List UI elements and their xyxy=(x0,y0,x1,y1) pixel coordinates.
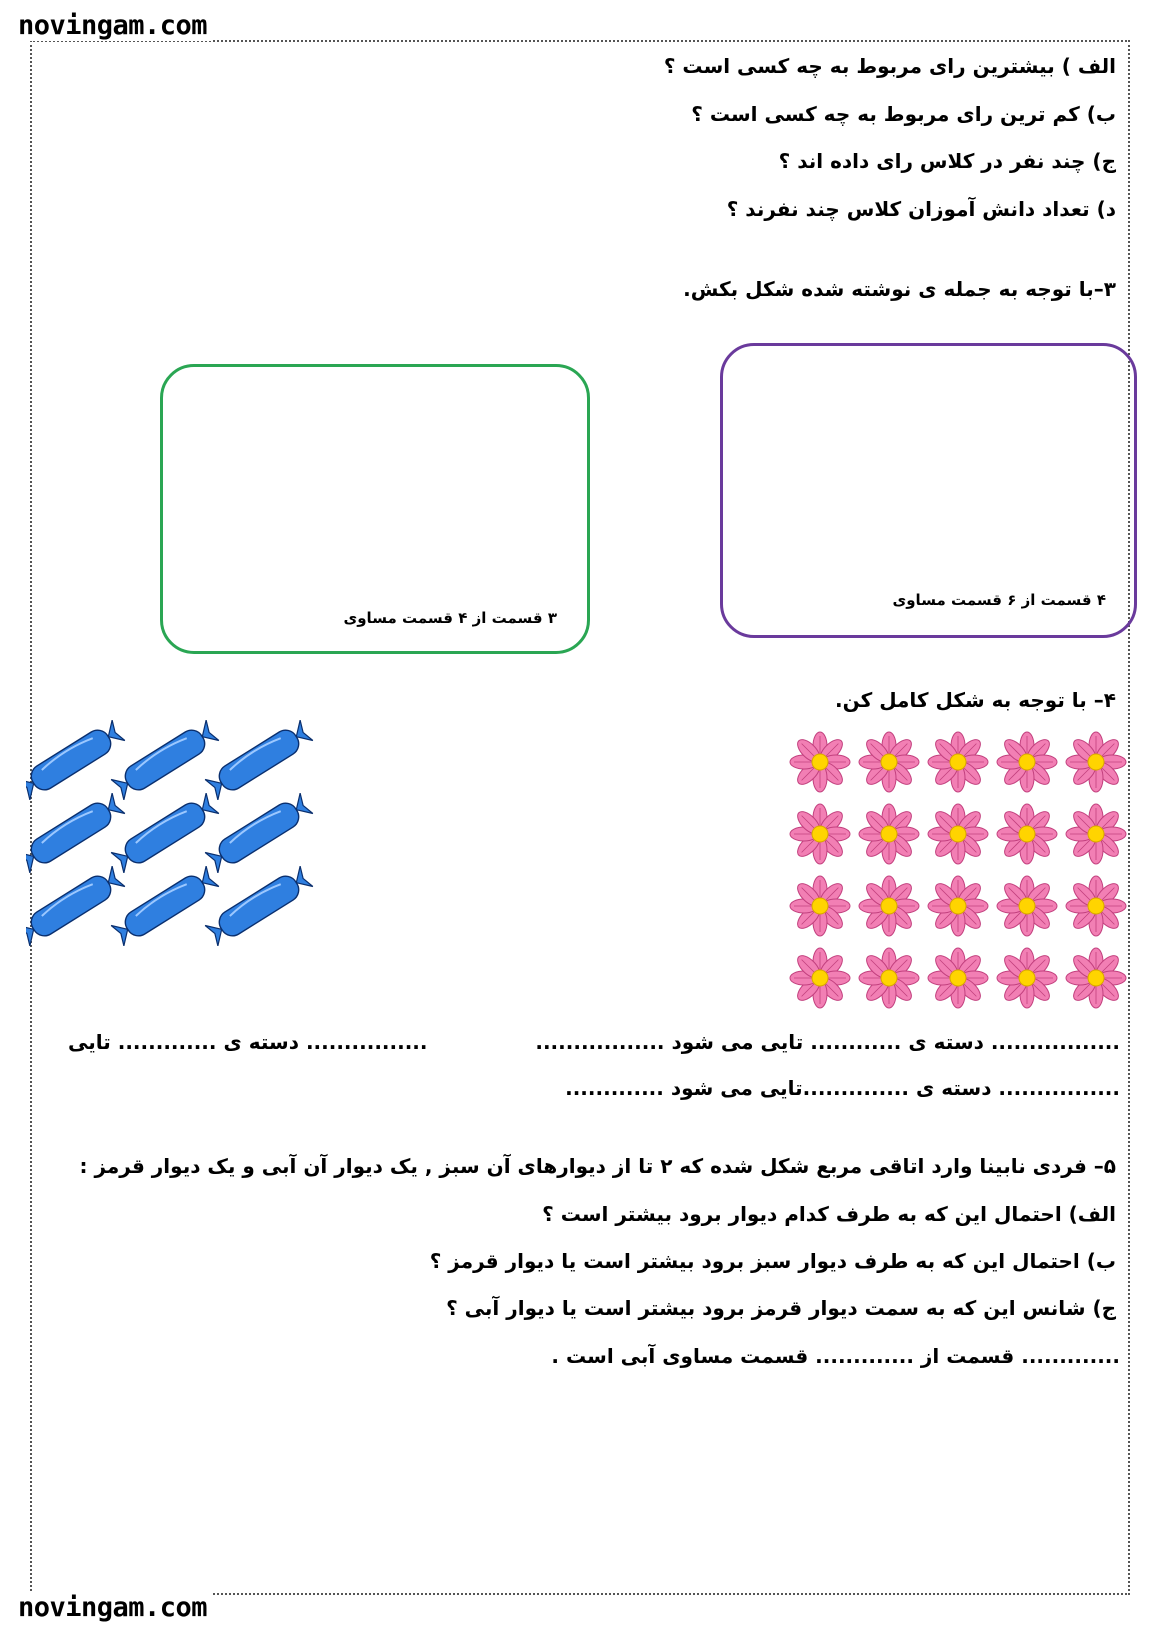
question-5c: ج) شانس این که به سمت دیوار قرمز برود بیشتر است یا دیوار آبی ؟ xyxy=(446,1296,1116,1320)
site-logo-top[interactable]: novingam.com xyxy=(14,10,211,41)
flower-icon xyxy=(859,732,919,792)
fill-blank-flowers-2: ................ دسته ی ..............تایی می شود ............. xyxy=(565,1076,1120,1100)
question-5b: ب) احتمال این که به طرف دیوار سبز برود بیشتر است یا دیوار قرمز ؟ xyxy=(429,1249,1116,1273)
flower-icon xyxy=(1066,876,1126,936)
flower-icon xyxy=(859,876,919,936)
candy-icon xyxy=(111,720,220,801)
flower-icon xyxy=(1066,948,1126,1008)
flower-icon xyxy=(790,876,850,936)
candy-icon xyxy=(111,865,220,946)
flower-icon xyxy=(997,804,1057,864)
fill-blank-flowers: ................. دسته ی ............ تایی می شود ................. xyxy=(535,1030,1120,1054)
flower-icon xyxy=(928,948,988,1008)
box-caption: ۳ قسمت از ۴ قسمت مساوی xyxy=(343,609,557,627)
flower-icon xyxy=(859,948,919,1008)
candy-icon xyxy=(26,720,125,801)
flower-icon xyxy=(928,804,988,864)
candy-icon xyxy=(26,792,125,873)
flower-icon xyxy=(997,732,1057,792)
fill-blank-5: ............. قسمت از ............. قسمت مساوی آبی است . xyxy=(551,1344,1120,1368)
flower-icon xyxy=(928,876,988,936)
question-2c: ج) چند نفر در کلاس رای داده اند ؟ xyxy=(778,149,1116,173)
flower-icon xyxy=(790,804,850,864)
candy-icon xyxy=(205,865,314,946)
section-3-title: ۳–با توجه به جمله ی نوشته شده شکل بکش. xyxy=(683,277,1116,301)
site-logo-bottom[interactable]: novingam.com xyxy=(14,1592,211,1623)
flower-grid xyxy=(785,730,1130,1020)
box-caption: ۴ قسمت از ۶ قسمت مساوی xyxy=(892,591,1106,609)
flower-icon xyxy=(790,732,850,792)
drawing-box-3-of-4[interactable] xyxy=(160,364,590,654)
candy-icon xyxy=(26,865,125,946)
flower-icon xyxy=(859,804,919,864)
candy-icon xyxy=(205,792,314,873)
question-2b: ب) کم ترین رای مربوط به چه کسی است ؟ xyxy=(691,102,1116,126)
question-5a: الف) احتمال این که به طرف کدام دیوار برود بیشتر است ؟ xyxy=(542,1202,1116,1226)
question-2a: الف ) بیشترین رای مربوط به چه کسی است ؟ xyxy=(663,54,1116,78)
flower-icon xyxy=(997,876,1057,936)
question-2d: د) تعداد دانش آموزان کلاس چند نفرند ؟ xyxy=(726,197,1116,221)
flower-icon xyxy=(1066,804,1126,864)
section-5-intro: ۵– فردی نابینا وارد اتاقی مربع شکل شده که ۲ تا از دیوارهای آن سبز , یک دیوار آن آبی و یک دیوار قرمز : xyxy=(79,1154,1116,1178)
section-4-title: ۴– با توجه به شکل کامل کن. xyxy=(835,688,1116,712)
flower-icon xyxy=(790,948,850,1008)
flower-icon xyxy=(928,732,988,792)
flower-icon xyxy=(997,948,1057,1008)
candy-icon xyxy=(205,720,314,801)
candy-grid xyxy=(26,720,326,950)
candy-icon xyxy=(111,792,220,873)
fill-blank-candies: ................ دسته ی ............. تایی xyxy=(68,1030,428,1054)
drawing-box-4-of-6[interactable] xyxy=(720,343,1137,638)
flower-icon xyxy=(1066,732,1126,792)
